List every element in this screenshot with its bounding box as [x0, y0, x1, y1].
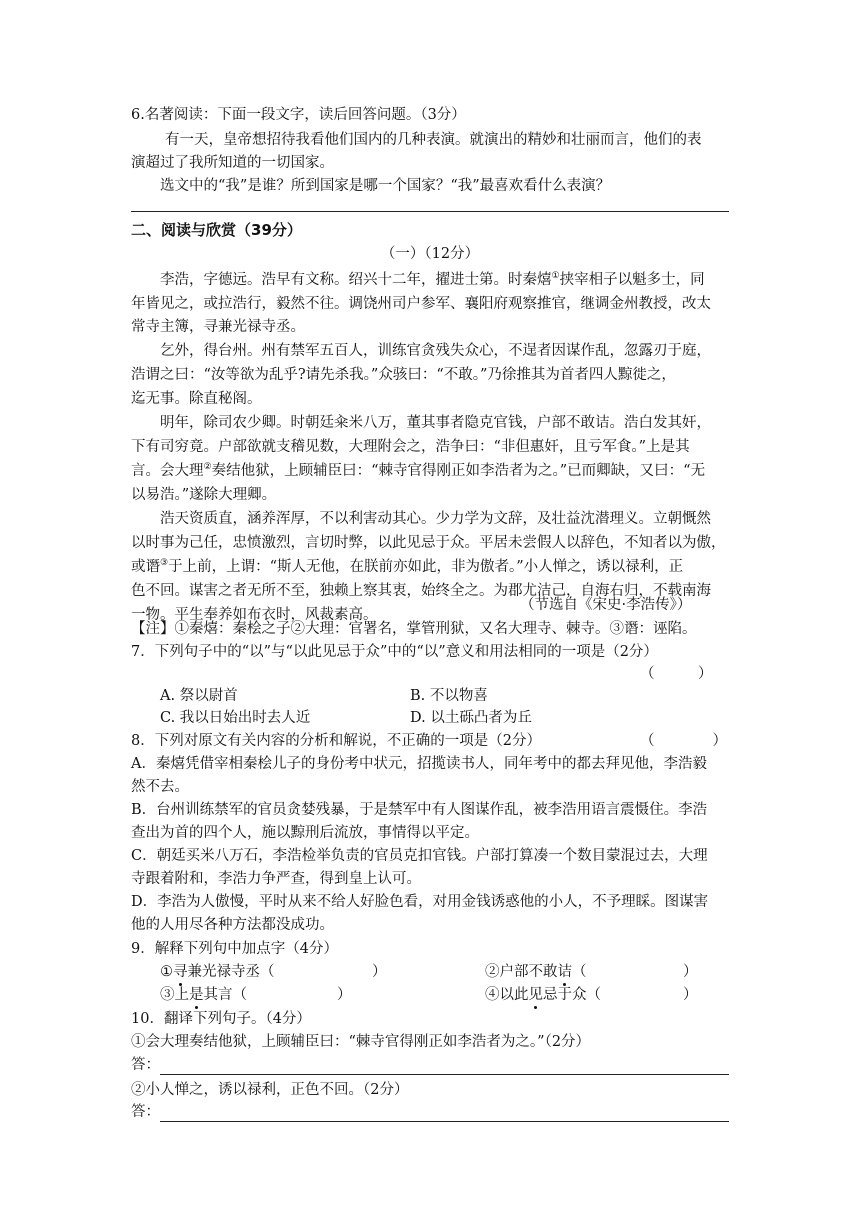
passage-line: 言。会大理②奏结他狱，上顾辅臣曰：“棘寺官得刚正如李浩者为之。”已而卿缺，又曰：“无 — [131, 462, 706, 479]
footnote: 【注】①秦熺：秦桧之子②大理：官署名，掌管刑狱，又名大理寺、棘寺。③谮：诬陷。 — [131, 621, 697, 637]
q8-option-a[interactable]: A．秦熺凭借宰相秦桧儿子的身份考中状元，招揽读书人，同年考中的都去拜见他，李浩毅 — [131, 756, 707, 772]
q10-answer-2-line[interactable] — [160, 1121, 729, 1122]
q9-item-1-close: ） — [372, 964, 387, 980]
q7-option-a[interactable]: A. 祭以尉首 — [160, 688, 238, 704]
section-divider — [131, 211, 729, 212]
passage-line: 李浩，字德远。浩早有文称。绍兴十二年，擢进士第。时秦熺①挟宰相子以魁多士，同 — [160, 271, 705, 288]
q10-stem: 10．翻译下列句子。（4分） — [131, 1011, 311, 1027]
passage-line: 下有司穷竟。户部欲就支稽见数，大理附会之，浩争曰：“非但惠奸，且亏军食。”上是其 — [131, 439, 690, 455]
q9-item-1: ①寻兼光禄寺丞（ — [160, 964, 275, 980]
dotted-char: 寻 — [173, 964, 188, 980]
passage-line: 乞外，得台州。州有禁军五百人，训练官贪残失众心，不逞者因谋作乱，忽露刃于庭， — [160, 343, 711, 359]
footnote-marker: ① — [551, 271, 560, 282]
q6-excerpt-line-1: 有一天，皇帝想招待我看他们国内的几种表演。就演出的精妙和壮丽而言，他们的表 — [165, 132, 702, 148]
dotted-char: 诘 — [557, 964, 572, 980]
q6-excerpt-line-2: 演超过了我所知道的一切国家。 — [131, 155, 334, 171]
q9-item-3: ③上是其言（ — [160, 987, 247, 1003]
dotted-char: 是 — [189, 987, 204, 1003]
q8-stem: 8．下列对原文有关内容的分析和解说，不正确的一项是（2分） — [131, 733, 541, 749]
q9-item-2: ②户部不敢诘（ — [485, 964, 587, 980]
q6-question: 选文中的“我”是谁？所到国家是哪一个国家？“我”最喜欢看什么表演？ — [160, 178, 611, 194]
passage-line: 或谮③于上前，上谓：“斯人无他，在朕前亦如此，非为傲者。”小人惮之，诱以禄利，正 — [131, 558, 684, 575]
q7-option-d[interactable]: D. 以土砾凸者为丘 — [410, 710, 532, 726]
passage-line: 色不回。谋害之者无所不至，独赖上察其衷，始终全之。为郡尤洁己，自海右归，不载南海 — [131, 583, 711, 599]
q9-item-4-close: ） — [683, 987, 698, 1003]
passage-1-subtitle: （一）（12分） — [380, 246, 480, 262]
q6-title: 6.名著阅读：下面一段文字，读后回答问题。（3分） — [131, 107, 466, 123]
q8-option-c[interactable]: C．朝廷买米八万石，李浩检举负责的官员克扣官钱。户部打算凑一个数目蒙混过去，大理 — [131, 848, 708, 864]
q10-answer-1-line[interactable] — [160, 1074, 729, 1075]
q9-item-3-close: ） — [337, 987, 352, 1003]
q8-option-d-cont: 他的人用尽各种方法都没成功。 — [131, 917, 334, 933]
q10-answer-1-label: 答： — [131, 1057, 160, 1073]
passage-line: 一物。平生奉养如布衣时，风裁素高。 — [131, 607, 378, 623]
q8-option-b[interactable]: B．台州训练禁军的官员贪婪残暴，于是禁军中有人图谋作乱，被李浩用语言震慑住。李浩 — [131, 802, 708, 818]
q8-option-d[interactable]: D．李浩为人傲慢，平时从来不给人好脸色看，对用金钱诱惑他的小人，不予理睬。图谋害 — [131, 894, 709, 910]
q8-option-c-cont: 寺跟着附和，李浩力争严查，得到皇上认可。 — [131, 871, 421, 887]
footnote-marker: ② — [203, 462, 212, 473]
q7-answer-paren[interactable]: （ ） — [640, 666, 713, 682]
dotted-char: 见 — [528, 987, 543, 1003]
q8-option-a-cont: 然不去。 — [131, 779, 189, 795]
q7-option-b[interactable]: B. 不以物喜 — [410, 688, 488, 704]
q9-stem: 9．解释下列句中加点字（4分） — [131, 941, 338, 957]
q8-answer-paren[interactable]: （ ） — [640, 733, 727, 749]
passage-line: 年皆见之，或拉浩行，毅然不往。调饶州司户参军、襄阳府观察推官，继调金州教授，改太 — [131, 296, 711, 312]
q9-item-2-close: ） — [683, 964, 698, 980]
q10-answer-2-label: 答： — [131, 1104, 160, 1120]
q10-sentence-1: ①会大理奏结他狱，上顾辅臣曰：“棘寺官得刚正如李浩者为之。”（2分） — [131, 1034, 591, 1050]
q7-stem: 7．下列句子中的“以”与“以此见忌于众”中的“以”意义和用法相同的一项是（2分） — [131, 644, 658, 660]
passage-line: 常寺主簿，寻兼光禄寺丞。 — [131, 319, 305, 335]
q9-item-4: ④以此见忌于众（ — [485, 987, 601, 1003]
passage-line: 明年，除司农少卿。时朝廷籴米八万，董其事者隐克官钱，户部不敢诘。浩白发其奸， — [160, 415, 711, 431]
q8-option-b-cont: 查出为首的四个人，施以黥刑后流放，事情得以平定。 — [131, 825, 479, 841]
footnote-marker: ③ — [160, 558, 169, 569]
passage-line: 浩谓之曰：“汝等欲为乱乎?请先杀我。”众骇曰：“不敢。”乃徐推其为首者四人黥徙之， — [131, 367, 676, 383]
passage-line: 以易浩。”遂除大理卿。 — [131, 487, 277, 503]
passage-line: 以时事为己任，忠愤激烈，言切时弊，以此见忌于众。平居未尝假人以辞色，不知者以为傲， — [131, 535, 726, 551]
section-2-title: 二、阅读与欣赏（39分） — [131, 221, 302, 239]
q7-option-c[interactable]: C. 我以日始出时去人近 — [160, 710, 311, 726]
passage-source: （节选自《宋史·李浩传》） — [520, 597, 692, 613]
q10-sentence-2: ②小人惮之，诱以禄利，正色不回。（2分） — [131, 1082, 409, 1098]
passage-line: 浩天资质直，涵养浑厚，不以利害动其心。少力学为文辞，及壮益沈潜理义。立朝慨然 — [160, 511, 711, 527]
passage-line: 迄无事。除直秘阁。 — [131, 391, 262, 407]
